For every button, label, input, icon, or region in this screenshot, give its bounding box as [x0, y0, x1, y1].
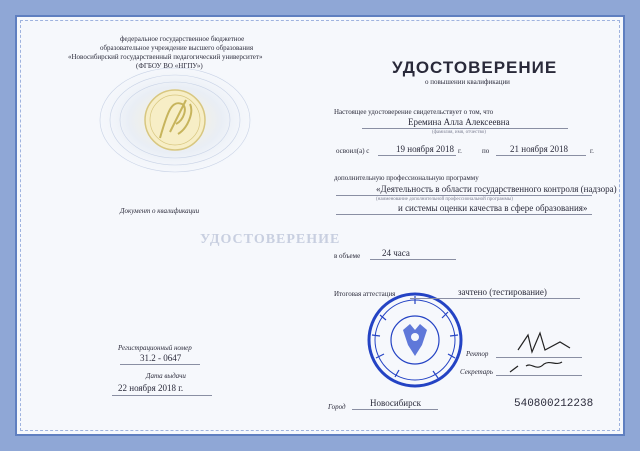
emblem-logo — [145, 90, 205, 150]
blue-seal — [369, 294, 461, 386]
period-start: 19 ноября 2018 — [396, 144, 455, 154]
signatures — [510, 333, 570, 372]
rector-signature — [518, 333, 570, 352]
institution-line-4: (ФГБОУ ВО «НГПУ») — [136, 62, 203, 70]
secretary-signature-line — [496, 375, 582, 376]
program-line-2-underline — [336, 214, 592, 215]
attestation-value: зачтено (тестирование) — [458, 287, 547, 297]
secretary-label: Секретарь — [460, 368, 493, 376]
program-hint: (наименование дополнительной профессиональной программы) — [376, 197, 513, 202]
issue-date: 22 ноября 2018 г. — [118, 383, 184, 393]
institution-line-1: федеральное государственное бюджетное — [120, 35, 245, 43]
issue-date-underline — [112, 395, 212, 396]
rector-label: Ректор — [466, 350, 489, 358]
secretary-signature — [510, 362, 562, 372]
issue-date-label: Дата выдачи — [146, 372, 186, 380]
institution-line-3: «Новосибирский государственный педагогический университет» — [68, 53, 263, 61]
intro-text: Настоящее удостоверение свидетельствует о том, что — [334, 108, 494, 116]
registration-underline — [120, 364, 200, 365]
period-label: освоил(а) с — [336, 147, 370, 155]
rector-signature-line — [496, 357, 582, 358]
program-label: дополнительную профессиональную программу — [334, 174, 479, 182]
volume-label: в объеме — [334, 252, 361, 260]
volume-value: 24 часа — [382, 248, 410, 258]
serial-number: 540800212238 — [514, 398, 594, 410]
volume-underline — [370, 259, 456, 260]
certificate-title: УДОСТОВЕРЕНИЕ — [392, 58, 558, 77]
period-g2: г. — [590, 147, 594, 155]
holder-name: Еремина Алла Алексеевна — [408, 117, 510, 127]
program-line-2: и системы оценки качества в сфере образования» — [398, 203, 588, 213]
city-value: Новосибирск — [370, 398, 421, 408]
city-underline — [352, 409, 438, 410]
institution-line-2: образовательное учреждение высшего образования — [100, 44, 254, 52]
faded-watermark-text: УДОСТОВЕРЕНИЕ — [200, 232, 341, 247]
period-end-underline — [496, 155, 586, 156]
period-to: по — [482, 147, 490, 155]
holder-name-hint: (фамилия, имя, отчество) — [432, 130, 486, 135]
registration-label: Регистрационный номер — [118, 344, 192, 352]
holder-name-underline — [362, 128, 568, 129]
document-type-label: Документ о квалификации — [120, 207, 200, 215]
city-label: Город — [328, 403, 346, 411]
attestation-label: Итоговая аттестация — [334, 290, 396, 298]
program-line-1: «Деятельность в области государственного контроля (надзора) — [376, 184, 617, 194]
period-g1: г. — [458, 147, 462, 155]
program-line-1-underline — [336, 195, 592, 196]
attestation-underline — [410, 298, 580, 299]
registration-number: 31.2 - 0647 — [140, 353, 182, 363]
period-end: 21 ноября 2018 — [510, 144, 569, 154]
period-start-underline — [378, 155, 456, 156]
certificate-subtitle: о повышении квалификации — [425, 78, 510, 86]
